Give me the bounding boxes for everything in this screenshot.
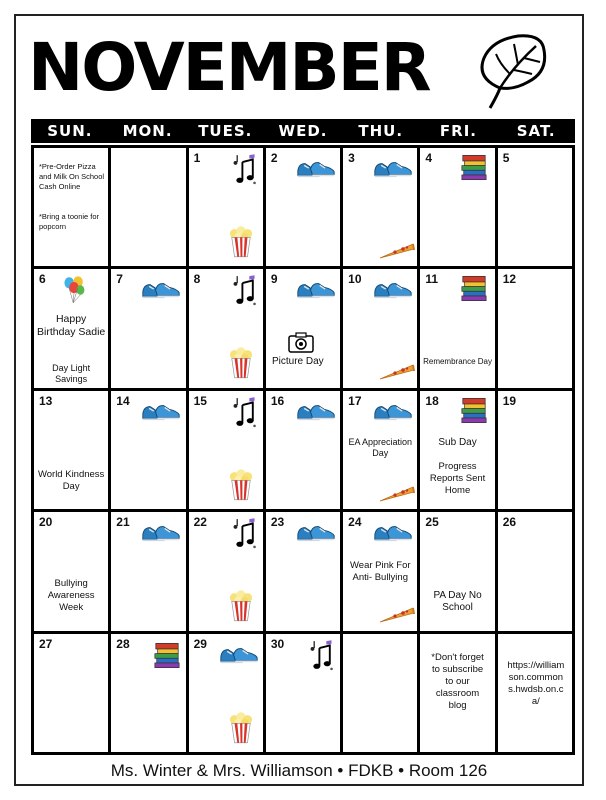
camera-icon xyxy=(288,331,314,353)
teacher-footer: Ms. Winter & Mrs. Williamson • FDKB • Room 126 xyxy=(110,761,488,780)
day-cell xyxy=(34,391,111,512)
running-shoes-icon xyxy=(296,158,336,180)
book-stack-icon xyxy=(460,275,488,302)
running-shoes-icon xyxy=(141,522,181,544)
day-cell xyxy=(111,269,188,390)
birthday-text: Happy Birthday Sadie xyxy=(36,313,106,339)
calendar-grid xyxy=(31,145,575,755)
day-cell xyxy=(189,148,266,269)
day-number: 10 xyxy=(348,272,362,287)
day-cell xyxy=(343,391,420,512)
running-shoes-icon xyxy=(141,279,181,301)
day-number: 5 xyxy=(502,151,510,165)
day-cell xyxy=(111,634,188,755)
music-notes-icon xyxy=(309,639,335,671)
day-cell xyxy=(343,512,420,633)
running-shoes-icon xyxy=(373,158,413,180)
weekday-thu: THU. xyxy=(358,122,404,140)
book-stack-icon xyxy=(460,397,488,424)
day-cell xyxy=(111,391,188,512)
pa-day-text: PA Day No School xyxy=(433,590,482,614)
day-number: 24 xyxy=(348,515,362,530)
weekday-sat: SAT. xyxy=(516,122,556,140)
pizza-slice-icon xyxy=(379,242,415,260)
day-cell xyxy=(498,634,575,755)
running-shoes-icon xyxy=(296,401,336,423)
day-cell xyxy=(420,512,497,633)
day-cell xyxy=(266,512,343,633)
popcorn-icon xyxy=(229,712,253,744)
day-number: 28 xyxy=(116,636,130,651)
weekday-fri: FRI. xyxy=(439,122,477,140)
day-cell xyxy=(266,269,343,390)
running-shoes-icon xyxy=(373,522,413,544)
day-number: 20 xyxy=(39,515,53,530)
day-number: 7 xyxy=(116,272,123,287)
month-title: NOVEMBER xyxy=(28,29,430,106)
day-cell xyxy=(189,269,266,390)
running-shoes-icon xyxy=(219,644,259,666)
day-cell xyxy=(34,269,111,390)
day-number: 23 xyxy=(270,515,285,530)
popcorn-icon xyxy=(229,226,253,258)
weekday-tue: TUES. xyxy=(198,122,253,140)
bullying-week-text: Bullying Awareness Week xyxy=(47,578,95,614)
day-number: 29 xyxy=(193,636,207,651)
balloons-icon xyxy=(62,275,86,305)
day-cell xyxy=(34,634,111,755)
day-number: 9 xyxy=(270,272,278,287)
weekday-sun: SUN. xyxy=(47,122,93,140)
pizza-slice-icon xyxy=(379,606,415,624)
weekday-header xyxy=(31,119,575,143)
day-number: 22 xyxy=(193,515,207,530)
book-stack-icon xyxy=(153,642,181,669)
day-number: 21 xyxy=(116,515,130,530)
day-cell xyxy=(343,269,420,390)
pizza-slice-icon xyxy=(379,363,415,381)
day-cell xyxy=(420,148,497,269)
popcorn-icon xyxy=(229,347,253,379)
day-cell xyxy=(266,391,343,512)
day-cell xyxy=(420,269,497,390)
day-cell xyxy=(498,391,575,512)
day-number: 18 xyxy=(425,393,439,408)
day-number: 2 xyxy=(270,151,278,165)
sub-day-text: Sub Day xyxy=(438,436,477,448)
day-number: 27 xyxy=(39,636,53,651)
running-shoes-icon xyxy=(296,522,336,544)
pizza-order-note: *Pre-Order Pizza and Milk On School Cash Online xyxy=(39,162,105,191)
remembrance-day-text: Remembrance Day xyxy=(423,357,493,367)
day-number: 26 xyxy=(502,515,517,530)
music-notes-icon xyxy=(232,396,258,428)
day-cell xyxy=(498,148,575,269)
pizza-slice-icon xyxy=(379,485,415,503)
day-number: 15 xyxy=(193,393,207,408)
day-number: 6 xyxy=(39,272,46,287)
day-number: 12 xyxy=(502,272,517,287)
blog-url-link[interactable]: https://williamson.commons.hwdsb.on.ca/ xyxy=(507,659,565,707)
ea-appreciation-text: EA Appreciation Day xyxy=(348,436,413,458)
running-shoes-icon xyxy=(141,401,181,423)
kindness-day-text: World Kindness Day xyxy=(37,468,105,492)
day-number: 13 xyxy=(39,393,53,408)
day-cell xyxy=(111,148,188,269)
weekday-wed: WED. xyxy=(278,122,328,140)
music-notes-icon xyxy=(232,517,258,549)
day-number: 19 xyxy=(502,393,517,408)
day-cell xyxy=(420,391,497,512)
day-cell xyxy=(111,512,188,633)
day-cell xyxy=(34,148,111,269)
day-number: 1 xyxy=(193,151,201,165)
day-number: 17 xyxy=(348,393,362,408)
running-shoes-icon xyxy=(296,279,336,301)
weekday-mon: MON. xyxy=(122,122,173,140)
day-number: 25 xyxy=(425,515,439,530)
picture-day-text: Picture Day xyxy=(272,356,324,368)
day-cell xyxy=(189,391,266,512)
music-notes-icon xyxy=(232,274,258,306)
music-notes-icon xyxy=(232,153,258,185)
day-cell xyxy=(34,512,111,633)
day-number: 11 xyxy=(425,272,439,287)
blog-subscribe-text: *Don't forget to subscribe to our classroom blog xyxy=(431,651,484,711)
day-number: 30 xyxy=(270,636,285,651)
daylight-savings-text: Day Light Savings xyxy=(52,363,91,385)
day-cell xyxy=(266,634,343,755)
day-number: 4 xyxy=(425,151,433,165)
running-shoes-icon xyxy=(373,401,413,423)
popcorn-icon xyxy=(229,590,253,622)
day-cell xyxy=(343,634,420,755)
day-cell xyxy=(420,634,497,755)
day-cell xyxy=(498,269,575,390)
day-number: 14 xyxy=(116,393,130,408)
leaf-icon xyxy=(470,32,550,114)
wear-pink-text: Wear Pink For Anti- Bullying xyxy=(350,560,411,584)
running-shoes-icon xyxy=(373,279,413,301)
day-number: 3 xyxy=(348,151,355,165)
day-cell xyxy=(498,512,575,633)
day-cell xyxy=(189,512,266,633)
day-cell xyxy=(266,148,343,269)
popcorn-icon xyxy=(229,469,253,501)
day-number: 8 xyxy=(193,272,201,287)
book-stack-icon xyxy=(460,154,488,181)
progress-reports-text: Progress Reports Sent Home xyxy=(429,460,486,496)
popcorn-note: *Bring a toonie for popcorn xyxy=(39,212,100,231)
day-cell xyxy=(343,148,420,269)
day-cell xyxy=(189,634,266,755)
day-number: 16 xyxy=(270,393,285,408)
